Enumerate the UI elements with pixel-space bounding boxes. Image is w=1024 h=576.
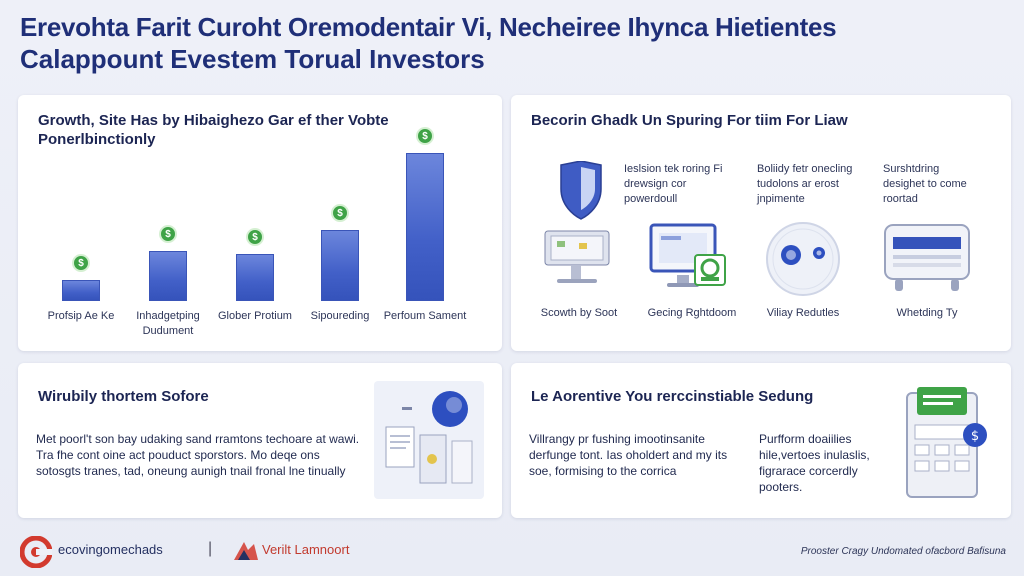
- footer: [0, 528, 1024, 576]
- growth-title: [38, 111, 389, 149]
- aorentive-card: [511, 363, 1011, 518]
- globe-icon: [763, 219, 843, 299]
- growth-bar: [149, 251, 187, 301]
- footer-separator: |: [208, 540, 213, 557]
- device-icon: [881, 219, 973, 299]
- brand-logo-icon: [20, 536, 52, 568]
- growth-bar-label: Profsip Ae Ke: [47, 310, 115, 322]
- security-text-2: Boliidy fetr onecling tudolons ar erost jnpimente: [757, 163, 853, 205]
- title-line-2: Calappount Evestem Torual Investors: [20, 44, 485, 74]
- security-label-4: Whetding Ty: [896, 307, 958, 319]
- dollar-badge-icon: $: [246, 228, 264, 246]
- monitor-dashboard-icon: [649, 223, 729, 289]
- security-text-1: Ieslsion tek roring Fi drewsign cor powerdoull: [624, 163, 723, 205]
- brand2-logo-icon: [232, 538, 260, 564]
- growth-bar-label: Sipoureding: [310, 310, 370, 322]
- dollar-badge-icon: $: [72, 254, 90, 272]
- sofore-card: [18, 363, 502, 518]
- dollar-badge-icon: $: [416, 127, 434, 145]
- aorentive-body-right: Purfform doaiilies hile,vertoes inulaslis, figrarace corcerdly pooters.: [759, 432, 870, 494]
- growth-bar-label: Glober Protium: [218, 310, 292, 322]
- sofore-title: Wirubily thortem Sofore: [38, 388, 209, 405]
- shield-computer-icon: [543, 161, 615, 291]
- growth-title-line-2: Ponerlbinctionly: [38, 131, 156, 148]
- calculator-illustration-icon: [903, 385, 993, 503]
- growth-bar-label: Perfoum Sament: [383, 310, 467, 322]
- growth-bar-label: Inhadgetping Dudument: [136, 310, 200, 337]
- svg-text:$: $: [970, 429, 980, 444]
- dollar-badge-icon: $: [331, 204, 349, 222]
- security-text-3: Surshtdring desighet to come roortad: [883, 163, 967, 205]
- aorentive-body-left: Villrangy pr fushing imootinsanite derfunge tont. Ias oholdert and my its soe, formising to the corrica: [529, 432, 728, 478]
- security-title: Becorin Ghadk Un Spuring For tiim For Liaw: [531, 112, 848, 129]
- aorentive-title: Le Aorentive You rerccinstiable Sedung: [531, 388, 814, 405]
- security-label-3: Viliay Redutles: [766, 307, 840, 319]
- footer-brand[interactable]: ecovingomechads: [58, 542, 163, 557]
- growth-bar: [62, 280, 100, 301]
- page-title: [20, 12, 1010, 74]
- sofore-body: Met poorl't son bay udaking sand rramtons techoare at wawi. Tra fhe cont oine act pouduct sporstors. Mo deqe ons sotosgts tranes, tad, oneung aunigh tnail fronal lne tinually: [36, 432, 360, 478]
- growth-bar: [406, 153, 444, 301]
- dollar-badge-icon: $: [159, 225, 177, 243]
- footer-credit: Prooster Cragy Undomated ofacbord Bafisuna: [800, 546, 1006, 557]
- title-line-1: Erevohta Farit Curoht Oremodentair Vi, Necheiree Ihynca Hietientes: [20, 12, 837, 42]
- footer-brand-2[interactable]: Verilt Lamnoort: [262, 542, 350, 557]
- documents-illustration-icon: [368, 377, 490, 505]
- growth-bar: [321, 230, 359, 301]
- security-label-1: Scowth by Soot: [540, 307, 618, 319]
- growth-bar: [236, 254, 274, 301]
- security-card: [511, 95, 1011, 351]
- security-label-2: Gecing Rghtdoom: [647, 307, 737, 319]
- growth-title-line-1: Growth, Site Has by Hibaighezo Gar ef ther Vobte: [38, 112, 389, 129]
- growth-card: [18, 95, 502, 351]
